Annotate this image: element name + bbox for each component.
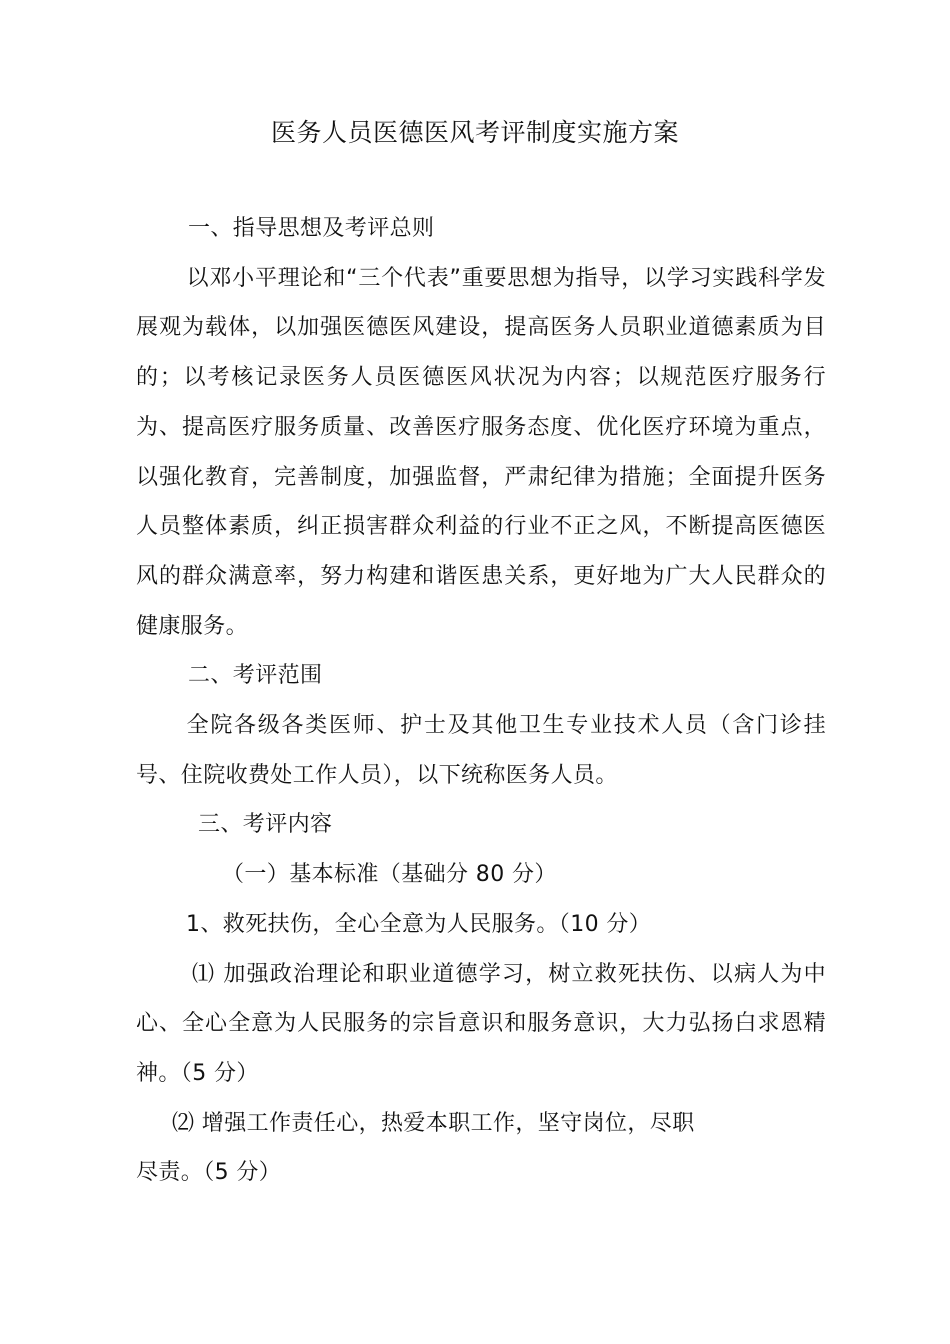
section1-paragraph: 以邓小平理论和“三个代表”重要思想为指导，以学习实践科学发展观为载体，以加强医德医风建设，提高医务人员职业道德素质为目的；以考核记录医务人员医德医风状况为内容；以规范医疗服务行为、提高医疗服务质量、改善医疗服务态度、优化医疗环境为重点，以强化教育，完善制度，加强监督，严肃纪律为措施；全面提升医务人员整体素质，纠正损害群众利益的行业不正之风，不断提高医德医风的群众满意率，努力构建和谐医患关系，更好地为广大人民群众的健康服务。 <box>136 265 826 639</box>
document-body <box>136 204 826 1198</box>
clause-2-line-2: 尽责。（5 分） <box>136 1160 282 1186</box>
section2-paragraph: 全院各级各类医师、护士及其他卫生专业技术人员（含门诊挂号、住院收费处工作人员），以下统称医务人员。 <box>136 713 826 788</box>
clause-2-line-1: ⑵ 增强工作责任心，热爱本职工作，坚守岗位，尽职 <box>172 1110 695 1136</box>
clause-2 <box>136 1099 826 1198</box>
subsection1-heading: （一）基本标准（基础分 80 分） <box>222 862 557 888</box>
item-1: 1、救死扶伤，全心全意为人民服务。（10 分） <box>186 911 652 937</box>
document-title: 医务人员医德医风考评制度实施方案 <box>270 118 679 147</box>
clause-1: ⑴ 加强政治理论和职业道德学习，树立救死扶伤、以病人为中心、全心全意为人民服务的宗旨意识和服务意识，大力弘扬白求恩精神。（5 分） <box>136 961 826 1086</box>
section1-heading: 一、指导思想及考评总则 <box>188 216 435 241</box>
section2-heading: 二、考评范围 <box>188 663 323 689</box>
section3-heading: 三、考评内容 <box>198 812 333 838</box>
